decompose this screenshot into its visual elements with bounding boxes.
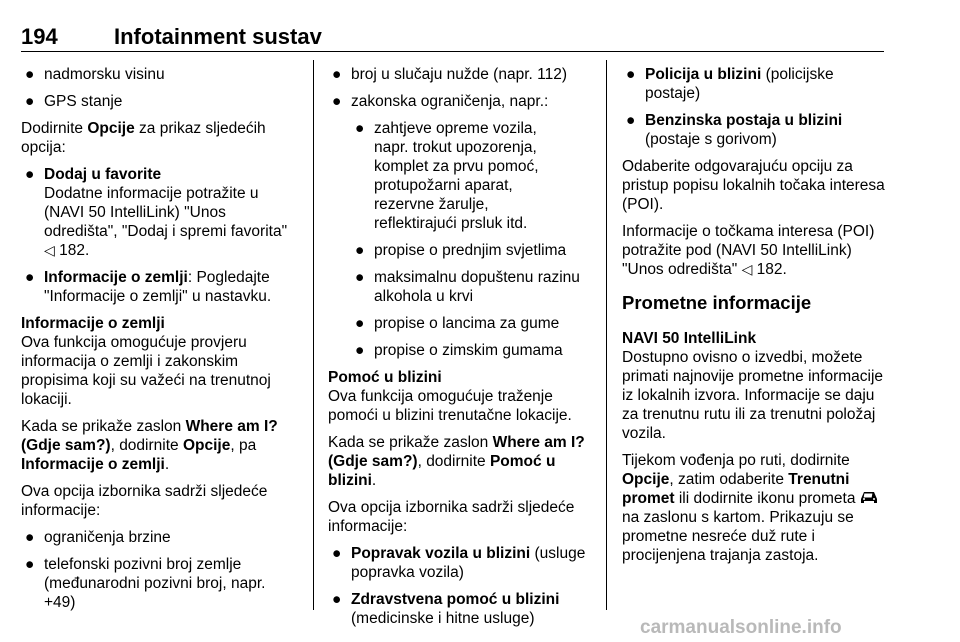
bullet: ● bbox=[355, 120, 365, 137]
bullet: ● bbox=[25, 269, 35, 286]
section-heading: Prometne informacije bbox=[622, 292, 812, 313]
bullet: ● bbox=[355, 242, 365, 259]
bullet: ● bbox=[25, 166, 35, 183]
bullet: ● bbox=[25, 529, 35, 546]
list-item: ● nadmorsku visinu bbox=[25, 66, 165, 83]
sub-list-item: ● propise o lancima za gume bbox=[355, 315, 560, 332]
bullet: ● bbox=[332, 591, 342, 608]
bullet: ● bbox=[626, 112, 636, 129]
list-item: ● Policija u blizini (policijske postaje) bbox=[626, 66, 834, 102]
bullet: ● bbox=[332, 93, 342, 110]
paragraph: Ova funkcija omogućuje provjeru informacija o zemlji i zakonskim propisima koji su važeći na trenutnoj lokaciji. bbox=[21, 334, 271, 408]
page-number: 194 bbox=[21, 24, 58, 49]
bullet: ● bbox=[25, 93, 35, 110]
paragraph: Ova opcija izbornika sadrži sljedeće informacije: bbox=[21, 483, 268, 519]
paragraph: Ova funkcija omogućuje traženje pomoći u blizini trenutačne lokacije. bbox=[328, 388, 572, 424]
bullet: ● bbox=[355, 315, 365, 332]
list-item: ● broj u slučaju nužde (napr. 112) bbox=[332, 66, 567, 83]
bullet: ● bbox=[25, 556, 35, 573]
list-item: ● Popravak vozila u blizini (usluge popravka vozila) bbox=[332, 545, 586, 581]
list-item: ● telefonski pozivni broj zemlje (međunarodni pozivni broj, napr. +49) bbox=[25, 556, 266, 611]
paragraph: Kada se prikaže zaslon Where am I? (Gdje sam?), dodirnite Pomoć u blizini. bbox=[328, 434, 585, 489]
bullet: ● bbox=[355, 342, 365, 359]
list-item: ● ograničenja brzine bbox=[25, 529, 171, 546]
bullet: ● bbox=[332, 66, 342, 83]
sub-list-item: ● propise o zimskim gumama bbox=[355, 342, 563, 359]
watermark: carmanualsonline.info bbox=[640, 617, 842, 638]
bullet: ● bbox=[355, 269, 365, 286]
paragraph: Kada se prikaže zaslon Where am I? (Gdje sam?), dodirnite Opcije, pa Informacije o zemlji. bbox=[21, 418, 278, 473]
section-heading: Informacije o zemlji bbox=[21, 315, 165, 332]
list-item: ● Dodaj u favorite bbox=[25, 166, 162, 183]
sub-list-item: ● propise o prednjim svjetlima bbox=[355, 242, 567, 259]
sub-list-item: ● zahtjeve opreme vozila, napr. trokut upozorenja, komplet za prvu pomoć, protupožarni aparat, rezervne žarulje, reflektirajući prsluk itd. bbox=[355, 120, 539, 232]
section-heading: Pomoć u blizini bbox=[328, 369, 442, 386]
subsection-heading: NAVI 50 IntelliLink bbox=[622, 330, 757, 347]
list-item: ● Zdravstvena pomoć u blizini (medicinske i hitne usluge) bbox=[332, 591, 560, 627]
list-item: ● Benzinska postaja u blizini (postaje s gorivom) bbox=[626, 112, 843, 148]
list-item: ● zakonska ograničenja, napr.: bbox=[332, 93, 549, 110]
page-title: Infotainment sustav bbox=[114, 24, 322, 49]
bullet: ● bbox=[332, 545, 342, 562]
bullet: ● bbox=[626, 66, 636, 83]
traffic-car-icon bbox=[860, 490, 878, 505]
paragraph: Informacije o točkama interesa (POI) potražite pod (NAVI 50 IntelliLink) "Unos odredišta" ◁ 182. bbox=[622, 223, 875, 278]
paragraph: Tijekom vođenja po ruti, dodirnite Opcije, zatim odaberite Trenutni promet ili dodirnite ikonu prometa na zaslonu s kartom. Prikazuju se prometne nesreće duž rute i procijenjena trajanja zastoja. bbox=[622, 451, 888, 565]
paragraph: Odaberite odgovarajuću opciju za pristup popisu lokalnih točaka interesa (POI). bbox=[622, 158, 885, 213]
reference-arrow-icon: ◁ bbox=[44, 242, 55, 258]
paragraph: Dostupno ovisno o izvedbi, možete primati najnovije prometne informacije iz lokalnih izvora. Informacije se daju za trenutnu rutu ili za trenutni položaj vozila. bbox=[622, 349, 884, 442]
reference-arrow-icon: ◁ bbox=[741, 261, 753, 277]
header-rule bbox=[21, 51, 884, 52]
paragraph: Dodirnite Opcije za prikaz sljedećih opcija: bbox=[21, 120, 266, 156]
column-2 bbox=[328, 65, 590, 636]
bullet: ● bbox=[25, 66, 35, 83]
column-divider-1 bbox=[313, 60, 314, 610]
paragraph: Ova opcija izbornika sadrži sljedeće informacije: bbox=[328, 499, 575, 535]
column-3 bbox=[622, 65, 888, 573]
sub-list-item: ● maksimalnu dopuštenu razinu alkohola u krvi bbox=[355, 269, 580, 305]
list-item: ● Informacije o zemlji: Pogledajte "Informacije o zemlji" u nastavku. bbox=[25, 269, 272, 305]
column-divider-2 bbox=[606, 60, 607, 610]
paragraph: Dodatne informacije potražite u (NAVI 50 IntelliLink) "Unos odredišta", "Dodaj i spremi favorita" ◁ 182. bbox=[44, 185, 288, 259]
column-1 bbox=[21, 65, 301, 620]
list-item: ● GPS stanje bbox=[25, 93, 123, 110]
